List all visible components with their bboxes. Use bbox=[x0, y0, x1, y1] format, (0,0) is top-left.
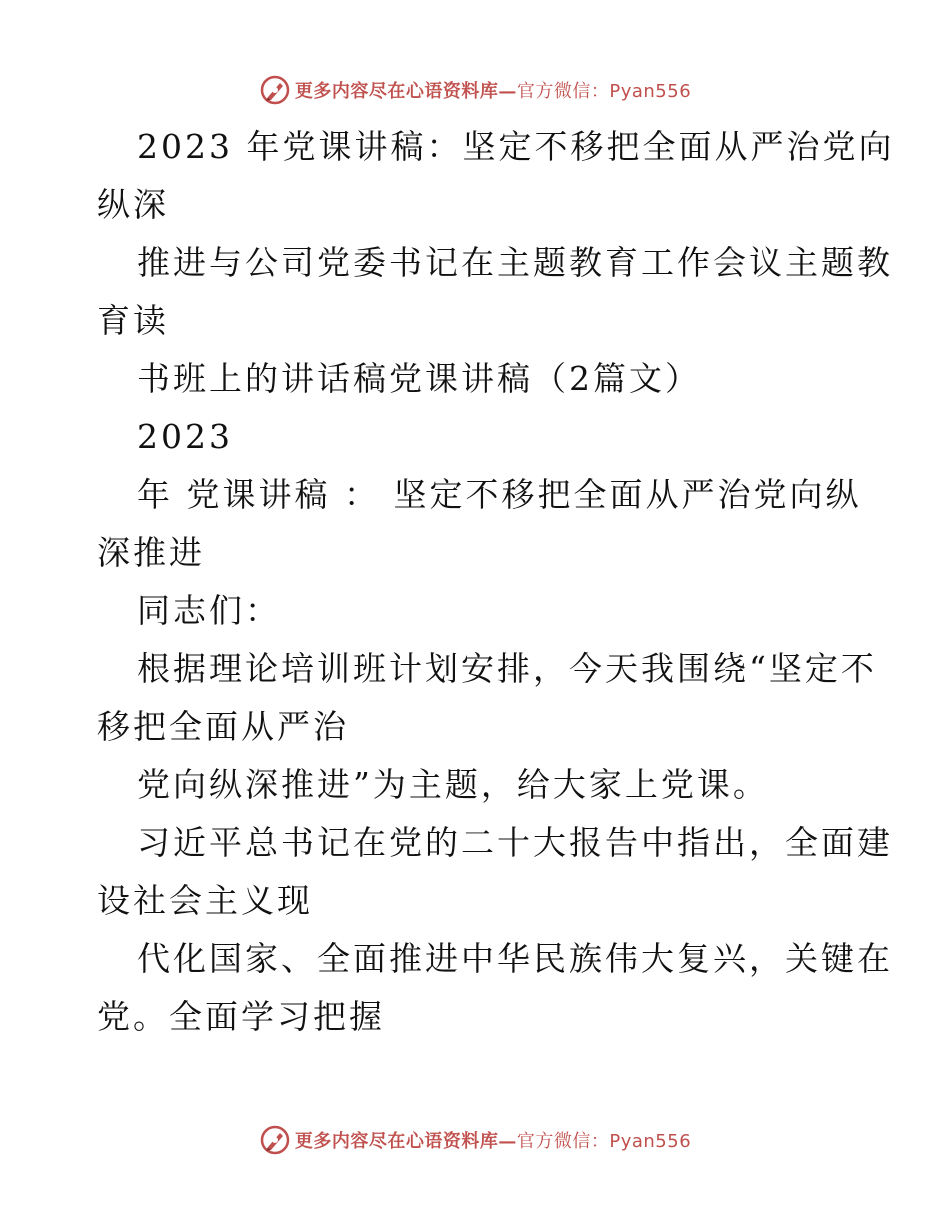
watermark-text bbox=[295, 77, 691, 103]
watermark-dash: — bbox=[498, 81, 517, 102]
doc-line: 习近平总书记在党的二十大报告中指出，全面建 bbox=[137, 823, 893, 862]
doc-line: 年 党课讲稿 ： 坚定不移把全面从严治党向纵 bbox=[137, 475, 862, 514]
doc-line: 2023 年党课讲稿：坚定不移把全面从严治党向 bbox=[137, 127, 895, 166]
watermark-group bbox=[259, 74, 691, 106]
doc-line: 党。全面学习把握 bbox=[97, 997, 385, 1036]
watermark-text bbox=[295, 1127, 691, 1153]
doc-line: 移把全面从严治 bbox=[97, 707, 349, 746]
doc-line: 设社会主义现 bbox=[97, 881, 313, 920]
watermark-site-text: 更多内容尽在心语资料库 bbox=[294, 1131, 499, 1152]
watermark-group bbox=[259, 1124, 691, 1156]
doc-line: 代化国家、全面推进中华民族伟大复兴，关键在 bbox=[137, 939, 893, 978]
doc-line: 2023 bbox=[137, 417, 233, 456]
document-body bbox=[97, 118, 895, 1046]
pen-seal-icon bbox=[259, 74, 291, 106]
doc-line: 根据理论培训班计划安排，今天我围绕“坚定不 bbox=[137, 649, 877, 688]
doc-line: 同志们： bbox=[137, 591, 281, 630]
doc-line: 书班上的讲话稿党课讲稿（2篇文） bbox=[137, 359, 701, 398]
watermark-wechat-text: 官方微信：Pyan556 bbox=[516, 1131, 692, 1152]
footer-watermark bbox=[0, 1120, 950, 1160]
doc-line: 推进与公司党委书记在主题教育工作会议主题教 bbox=[137, 243, 893, 282]
watermark-dash: — bbox=[498, 1131, 517, 1152]
doc-line: 纵深 bbox=[97, 185, 169, 224]
doc-line: 党向纵深推进”为主题，给大家上党课。 bbox=[137, 765, 769, 804]
header-watermark bbox=[0, 70, 950, 110]
doc-line: 深推进 bbox=[97, 533, 205, 572]
doc-line: 育读 bbox=[97, 301, 169, 340]
watermark-site-text: 更多内容尽在心语资料库 bbox=[294, 81, 499, 102]
watermark-wechat-text: 官方微信：Pyan556 bbox=[516, 81, 692, 102]
pen-seal-icon bbox=[259, 1124, 291, 1156]
